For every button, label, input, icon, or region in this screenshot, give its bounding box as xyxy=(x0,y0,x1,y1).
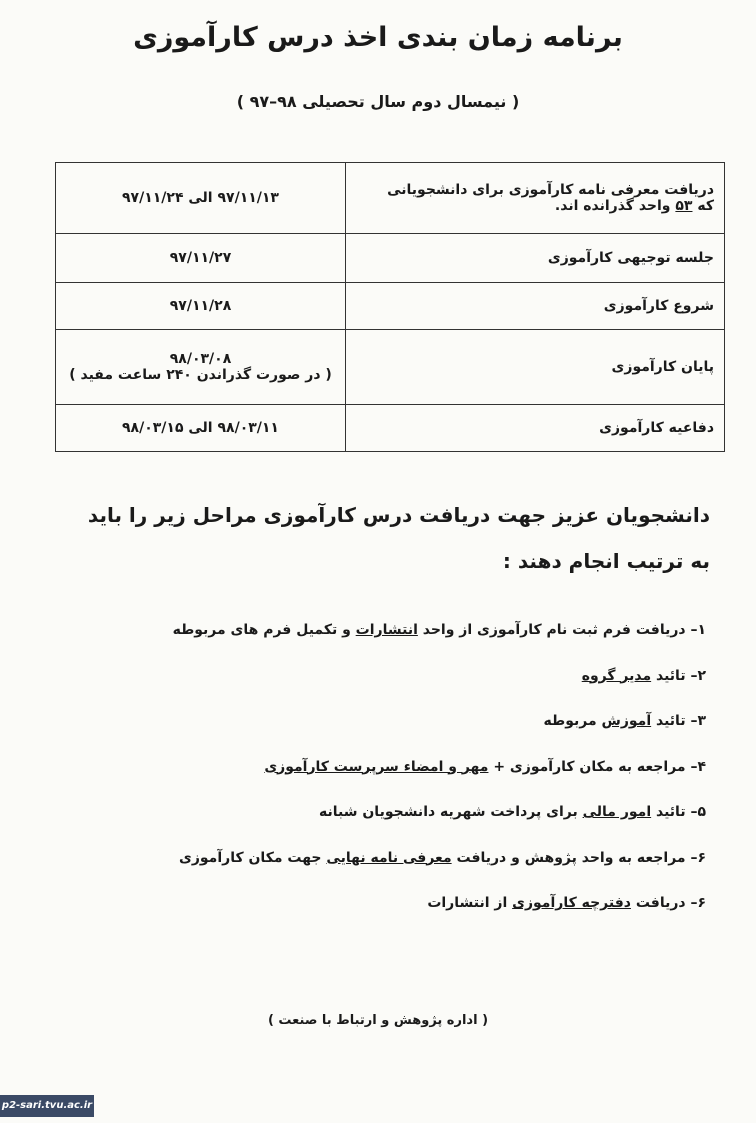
list-item: ۵– تائید امور مالی برای پرداخت شهریه دانشجویان شبانه xyxy=(319,804,706,820)
table-row xyxy=(56,163,725,234)
list-item: ۶– دریافت دفترچه کارآموزی از انتشارات xyxy=(427,895,706,911)
list-item: ۴– مراجعه به مکان کارآموزی + مهر و امضاء سرپرست کارآموزی xyxy=(264,758,706,775)
list-item: ۲– تائید مدیر گروه xyxy=(581,667,706,684)
schedule-label: جلسه توجیهی کارآموزی xyxy=(346,234,725,283)
schedule-table xyxy=(55,162,725,452)
list-item: ۳– تائید آموزش مربوطه xyxy=(543,713,706,729)
schedule-value: ۹۷/۱۱/۱۳ الی ۹۷/۱۱/۲۴ xyxy=(56,163,346,234)
schedule-value: ۹۸/۰۳/۱۱ الی ۹۸/۰۳/۱۵ xyxy=(56,405,346,452)
list-item: ۶– مراجعه به واحد پژوهش و دریافت معرفی نامه نهایی جهت مکان کارآموزی xyxy=(179,849,706,866)
table-row xyxy=(56,330,725,405)
intro-text: دانشجویان عزیز جهت دریافت درس کارآموزی مراحل زیر را باید به ترتیب انجام دهند : xyxy=(87,503,710,573)
schedule-value: ۹۷/۱۱/۲۷ xyxy=(56,234,346,283)
schedule-label: دفاعیه کارآموزی xyxy=(346,405,725,452)
page-title: برنامه زمان بندی اخذ درس کارآموزی xyxy=(133,22,623,53)
list-item: ۱– دریافت فرم ثبت نام کارآموزی از واحد انتشارات و تکمیل فرم های مربوطه xyxy=(172,622,706,638)
table-row xyxy=(56,283,725,330)
schedule-label: دریافت معرفی نامه کارآموزی برای دانشجویانی که ۵۳ واحد گذرانده اند. xyxy=(346,163,725,234)
site-watermark: p2-sari.tvu.ac.ir xyxy=(0,1095,94,1117)
schedule-value: ۹۷/۱۱/۲۸ xyxy=(56,283,346,330)
steps-list xyxy=(66,612,706,931)
schedule-label: شروع کارآموزی xyxy=(346,283,725,330)
page-subtitle: ( نیمسال دوم سال تحصیلی ۹۸–۹۷ ) xyxy=(236,92,520,111)
table-row xyxy=(56,234,725,283)
table-row xyxy=(56,405,725,452)
footer-signature: ( اداره پژوهش و ارتباط با صنعت ) xyxy=(267,1013,489,1028)
schedule-label: پایان کارآموزی xyxy=(346,330,725,405)
schedule-value: ۹۸/۰۳/۰۸ ( در صورت گذراندن ۲۴۰ ساعت مفید ) xyxy=(56,330,346,405)
